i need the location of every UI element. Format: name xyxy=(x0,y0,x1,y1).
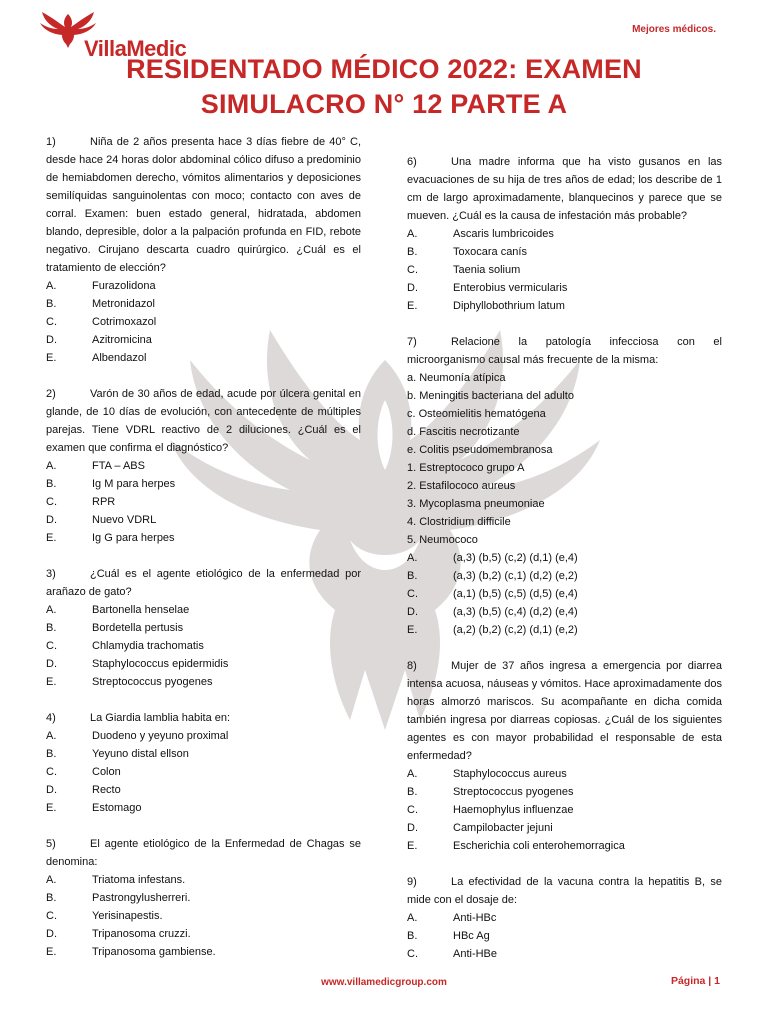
question-text: ¿Cuál es el agente etiológico de la enfermedad por arañazo de gato? xyxy=(46,568,361,598)
answer-option xyxy=(46,511,361,529)
question-text: Mujer de 37 años ingresa a emergencia por diarrea intensa acuosa, náuseas y vómitos. Hace aproximadamente dos horas almorzó mariscos. Su acompañante en dicha comida también ingresa por diarreas copiosas. ¿Cuál de los siguientes agentes es con mayor probabilidad el responsable de esta enfermedad? xyxy=(407,660,722,762)
page-title-line1: RESIDENTADO MÉDICO 2022: EXAMEN xyxy=(126,54,642,84)
question-text: Varón de 30 años de edad, acude por úlcera genital en glande, de 10 días de evolución, con antecedente de múltiples parejas. Tiene VDRL reactivo de 2 diluciones. ¿Cuál es el examen que confirma el diagnóstico? xyxy=(46,388,361,454)
option-text: Pastrongylusherreri. xyxy=(92,892,191,904)
question-stem xyxy=(407,333,722,369)
option-text: Furazolidona xyxy=(92,280,156,292)
option-letter: D. xyxy=(407,606,418,618)
question-stem xyxy=(407,153,722,225)
option-letter: A. xyxy=(46,280,57,292)
answer-option xyxy=(407,783,722,801)
question-number: 1) xyxy=(46,136,56,148)
option-letter: B. xyxy=(46,298,57,310)
option-text: Recto xyxy=(92,784,121,796)
answer-option xyxy=(46,655,361,673)
right-column xyxy=(407,153,722,981)
question-stem xyxy=(46,133,361,277)
option-letter: B. xyxy=(407,786,418,798)
option-text: Bartonella henselae xyxy=(92,604,190,616)
question-number: 7) xyxy=(407,336,417,348)
option-text: Streptococcus pyogenes xyxy=(453,786,574,798)
question-number: 3) xyxy=(46,568,56,580)
answer-option xyxy=(407,945,722,963)
option-text: (a,3) (b,2) (c,1) (d,2) (e,2) xyxy=(453,570,578,582)
question-text: Una madre informa que ha visto gusanos en las evacuaciones de su hija de tres años de edad; los describe de 1 cm de largo aproximadamente, blanquecinos y parece que se mueven. ¿Cuál es la causa de infestación más probable? xyxy=(407,156,722,222)
option-text: Metronidazol xyxy=(92,298,155,310)
question-text: La Giardia lamblia habita en: xyxy=(90,712,231,724)
answer-option xyxy=(407,567,722,585)
answer-option xyxy=(407,621,722,639)
option-text: (a,2) (b,2) (c,2) (d,1) (e,2) xyxy=(453,624,578,636)
answer-option xyxy=(46,871,361,889)
answer-option xyxy=(46,889,361,907)
option-letter: D. xyxy=(46,334,57,346)
footer-url[interactable]: www.villamedicgroup.com xyxy=(321,977,447,988)
option-text: Ig M para herpes xyxy=(92,478,176,490)
answer-option xyxy=(407,297,722,315)
option-letter: E. xyxy=(46,352,57,364)
option-text: Campilobacter jejuni xyxy=(453,822,553,834)
option-text: Taenia solium xyxy=(453,264,521,276)
answer-option xyxy=(407,603,722,621)
option-text: (a,3) (b,5) (c,4) (d,2) (e,4) xyxy=(453,606,578,618)
option-text: Streptococcus pyogenes xyxy=(92,676,213,688)
matching-list-item: 3. Mycoplasma pneumoniae xyxy=(407,498,545,510)
option-text: Colon xyxy=(92,766,121,778)
option-text: Cotrimoxazol xyxy=(92,316,157,328)
answer-option xyxy=(407,243,722,261)
option-letter: B. xyxy=(46,892,57,904)
answer-option xyxy=(46,925,361,943)
answer-option xyxy=(46,799,361,817)
matching-list-item: a. Neumonía atípica xyxy=(407,372,506,384)
answer-option xyxy=(407,225,722,243)
option-text: (a,3) (b,5) (c,2) (d,1) (e,4) xyxy=(453,552,578,564)
answer-option xyxy=(407,819,722,837)
option-letter: A. xyxy=(46,874,57,886)
option-letter: A. xyxy=(46,730,57,742)
option-text: Azitromicina xyxy=(92,334,152,346)
question-block xyxy=(407,873,722,963)
answer-option xyxy=(46,727,361,745)
matching-list-item: b. Meningitis bacteriana del adulto xyxy=(407,390,574,402)
option-text: Diphyllobothrium latum xyxy=(453,300,565,312)
option-letter: C. xyxy=(407,804,418,816)
left-column xyxy=(46,133,361,979)
matching-list-item: c. Osteomielitis hematógena xyxy=(407,408,546,420)
question-number: 8) xyxy=(407,660,417,672)
question-text: El agente etiológico de la Enfermedad de Chagas se denomina: xyxy=(46,838,361,868)
answer-option xyxy=(46,277,361,295)
option-letter: A. xyxy=(407,552,418,564)
option-letter: E. xyxy=(46,532,57,544)
matching-list-item: 2. Estafilococo aureus xyxy=(407,480,516,492)
tagline: Mejores médicos. xyxy=(632,24,716,35)
option-text: Yerisinapestis. xyxy=(92,910,163,922)
option-letter: A. xyxy=(407,228,418,240)
option-text: Staphylococcus aureus xyxy=(453,768,567,780)
option-letter: E. xyxy=(46,946,57,958)
option-letter: C. xyxy=(46,496,57,508)
option-letter: B. xyxy=(407,246,418,258)
option-letter: D. xyxy=(46,514,57,526)
option-letter: A. xyxy=(407,768,418,780)
answer-option xyxy=(46,943,361,961)
answer-option xyxy=(407,909,722,927)
question-block xyxy=(46,133,361,367)
option-text: Duodeno y yeyuno proximal xyxy=(92,730,229,742)
answer-option xyxy=(46,619,361,637)
answer-option xyxy=(46,295,361,313)
option-text: Anti-HBe xyxy=(453,948,498,960)
option-letter: C. xyxy=(407,948,418,960)
answer-option xyxy=(46,637,361,655)
answer-option xyxy=(46,529,361,547)
option-text: HBc Ag xyxy=(453,930,490,942)
option-letter: B. xyxy=(407,930,418,942)
matching-list-item: d. Fascitis necrotizante xyxy=(407,426,520,438)
answer-option xyxy=(46,781,361,799)
question-stem xyxy=(46,835,361,871)
matching-list-item: 4. Clostridium difficile xyxy=(407,516,511,528)
answer-option xyxy=(407,801,722,819)
option-letter: E. xyxy=(407,624,418,636)
option-letter: D. xyxy=(46,784,57,796)
option-letter: E. xyxy=(46,802,57,814)
answer-option xyxy=(407,837,722,855)
question-text: Niña de 2 años presenta hace 3 días fiebre de 40° C, desde hace 24 horas dolor abdominal cólico difuso a predominio de hemiabdomen derecho, vómitos alimentarios y deposiciones semilíquidas sanguinolentas con moco; contacto con aves de corral. Examen: buen estado general, hidratada, abdomen blando, depresible, dolor a la palpación profunda en FID, rebote negativo. Cirujano descarta cuadro quirúrgico. ¿Cuál es el tratamiento de elección? xyxy=(46,136,361,274)
option-letter: C. xyxy=(407,264,418,276)
question-stem xyxy=(407,873,722,909)
answer-option xyxy=(46,907,361,925)
option-letter: B. xyxy=(46,622,57,634)
option-letter: C. xyxy=(46,316,57,328)
question-stem xyxy=(46,385,361,457)
option-text: Toxocara canís xyxy=(453,246,527,258)
answer-option xyxy=(46,475,361,493)
question-block xyxy=(407,657,722,855)
matching-list-item: 1. Estreptococo grupo A xyxy=(407,462,525,474)
answer-option xyxy=(407,927,722,945)
option-letter: A. xyxy=(46,604,57,616)
option-text: Ascaris lumbricoides xyxy=(453,228,554,240)
question-stem xyxy=(46,565,361,601)
option-text: Anti-HBc xyxy=(453,912,497,924)
answer-option xyxy=(407,549,722,567)
option-text: Staphylococcus epidermidis xyxy=(92,658,229,670)
answer-option xyxy=(46,457,361,475)
option-text: Triatoma infestans. xyxy=(92,874,186,886)
option-text: Nuevo VDRL xyxy=(92,514,157,526)
answer-option xyxy=(46,601,361,619)
page-title-line2: SIMULACRO N° 12 PARTE A xyxy=(200,89,568,119)
brand-name-part2: Medic xyxy=(126,36,187,61)
option-letter: B. xyxy=(46,478,57,490)
answer-option xyxy=(407,765,722,783)
answer-option xyxy=(46,331,361,349)
option-text: Haemophylus influenzae xyxy=(453,804,574,816)
option-letter: E. xyxy=(407,840,418,852)
option-text: Chlamydia trachomatis xyxy=(92,640,204,652)
answer-option xyxy=(407,261,722,279)
question-number: 9) xyxy=(407,876,417,888)
option-letter: A. xyxy=(407,912,418,924)
option-text: Enterobius vermicularis xyxy=(453,282,568,294)
question-block xyxy=(407,333,722,639)
answer-option xyxy=(407,279,722,297)
matching-list-item: e. Colitis pseudomembranosa xyxy=(407,444,553,456)
question-block xyxy=(46,835,361,961)
option-letter: B. xyxy=(407,570,418,582)
option-text: Tripanosoma gambiense. xyxy=(92,946,216,958)
option-letter: D. xyxy=(407,822,418,834)
option-letter: A. xyxy=(46,460,57,472)
answer-option xyxy=(407,585,722,603)
option-text: RPR xyxy=(92,496,116,508)
question-stem xyxy=(46,709,361,727)
option-letter: C. xyxy=(46,640,57,652)
option-letter: E. xyxy=(46,676,57,688)
question-number: 6) xyxy=(407,156,417,168)
brand-name-part1: Villa xyxy=(84,36,127,61)
question-block xyxy=(407,153,722,315)
option-letter: C. xyxy=(46,910,57,922)
question-number: 2) xyxy=(46,388,56,400)
matching-list-item: 5. Neumococo xyxy=(407,534,478,546)
option-letter: D. xyxy=(407,282,418,294)
answer-option xyxy=(46,349,361,367)
option-letter: D. xyxy=(46,928,57,940)
question-number: 4) xyxy=(46,712,56,724)
question-block xyxy=(46,709,361,817)
answer-option xyxy=(46,745,361,763)
option-text: Albendazol xyxy=(92,352,147,364)
answer-option xyxy=(46,673,361,691)
answer-option xyxy=(46,763,361,781)
page-number: Página | 1 xyxy=(670,975,720,987)
option-letter: D. xyxy=(46,658,57,670)
option-letter: C. xyxy=(407,588,418,600)
option-text: Tripanosoma cruzzi. xyxy=(92,928,191,940)
question-number: 5) xyxy=(46,838,56,850)
option-text: Ig G para herpes xyxy=(92,532,175,544)
answer-option xyxy=(46,493,361,511)
option-letter: B. xyxy=(46,748,57,760)
option-text: (a,1) (b,5) (c,5) (d,5) (e,4) xyxy=(453,588,578,600)
answer-option xyxy=(46,313,361,331)
question-stem xyxy=(407,657,722,765)
option-letter: C. xyxy=(46,766,57,778)
page-title xyxy=(60,52,708,122)
question-text: La efectividad de la vacuna contra la hepatitis B, se mide con el dosaje de: xyxy=(407,876,722,906)
question-block xyxy=(46,385,361,547)
option-text: Escherichia coli enterohemorragica xyxy=(453,840,625,852)
question-block xyxy=(46,565,361,691)
option-text: Estomago xyxy=(92,802,142,814)
option-text: Bordetella pertusis xyxy=(92,622,184,634)
option-letter: E. xyxy=(407,300,418,312)
option-text: Yeyuno distal ellson xyxy=(92,748,189,760)
option-text: FTA – ABS xyxy=(92,460,145,472)
question-text: Relacione la patología infecciosa con el microorganismo causal más frecuente de la misma: xyxy=(407,336,722,366)
